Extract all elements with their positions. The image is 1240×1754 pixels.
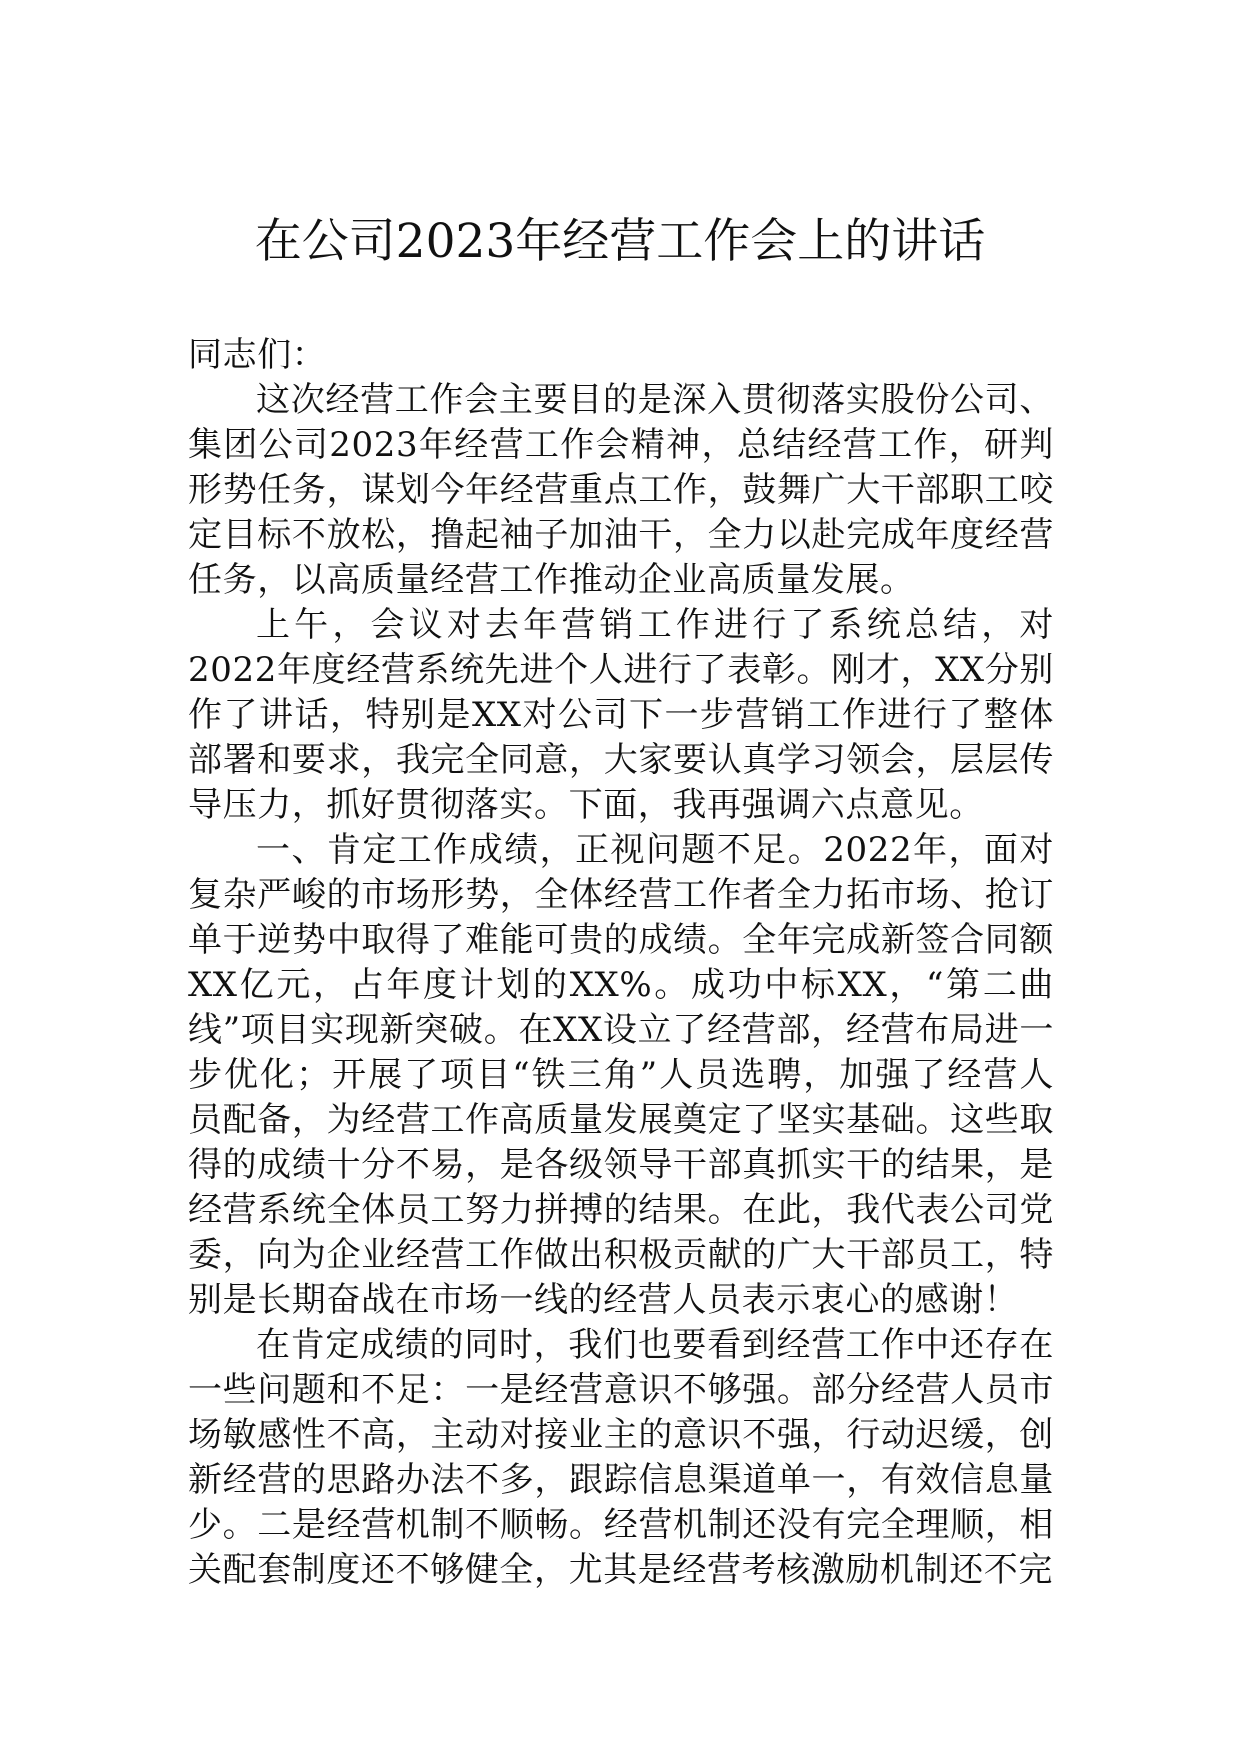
document-title: 在公司2023年经营工作会上的讲话 [254,214,986,269]
paragraph-problems: 在肯定成绩的同时，我们也要看到经营工作中还存在一些问题和不足：一是经营意识不够强。部分经营人员市场敏感性不高，主动对接业主的意识不强，行动迟缓，创新经营的思路办法不多，跟踪信息渠道单一，有效信息量少。二是经营机制不顺畅。经营机制还没有完全理顺，相关配套制度还不够健全，尤其是经营考核激励机制还不完 [188,1325,1054,1590]
document-body [188,333,1054,1593]
paragraph-purpose: 这次经营工作会主要目的是深入贯彻落实股份公司、集团公司2023年经营工作会精神，总结经营工作，研判形势任务，谋划今年经营重点工作，鼓舞广大干部职工咬定目标不放松，撸起袖子加油干，全力以赴完成年度经营任务，以高质量经营工作推动企业高质量发展。 [188,380,1054,600]
salutation: 同志们： [188,335,327,375]
paragraph-point-one: 一、肯定工作成绩，正视问题不足。2022年，面对复杂严峻的市场形势，全体经营工作者全力拓市场、抢订单于逆势中取得了难能可贵的成绩。全年完成新签合同额XX亿元，占年度计划的XX%。成功中标XX，“第二曲线”项目实现新突破。在XX设立了经营部，经营布局进一步优化；开展了项目“铁三角”人员选聘，加强了经营人员配备，为经营工作高质量发展奠定了坚实基础。这些取得的成绩十分不易，是各级领导干部真抓实干的结果，是经营系统全体员工努力拼搏的结果。在此，我代表公司党委，向为企业经营工作做出积极贡献的广大干部员工，特别是长期奋战在市场一线的经营人员表示衷心的感谢！ [188,830,1054,1320]
paragraph-morning-summary: 上午，会议对去年营销工作进行了系统总结，对2022年度经营系统先进个人进行了表彰。刚才，XX分别作了讲话，特别是XX对公司下一步营销工作进行了整体部署和要求，我完全同意，大家要认真学习领会，层层传导压力，抓好贯彻落实。下面，我再强调六点意见。 [188,605,1054,825]
